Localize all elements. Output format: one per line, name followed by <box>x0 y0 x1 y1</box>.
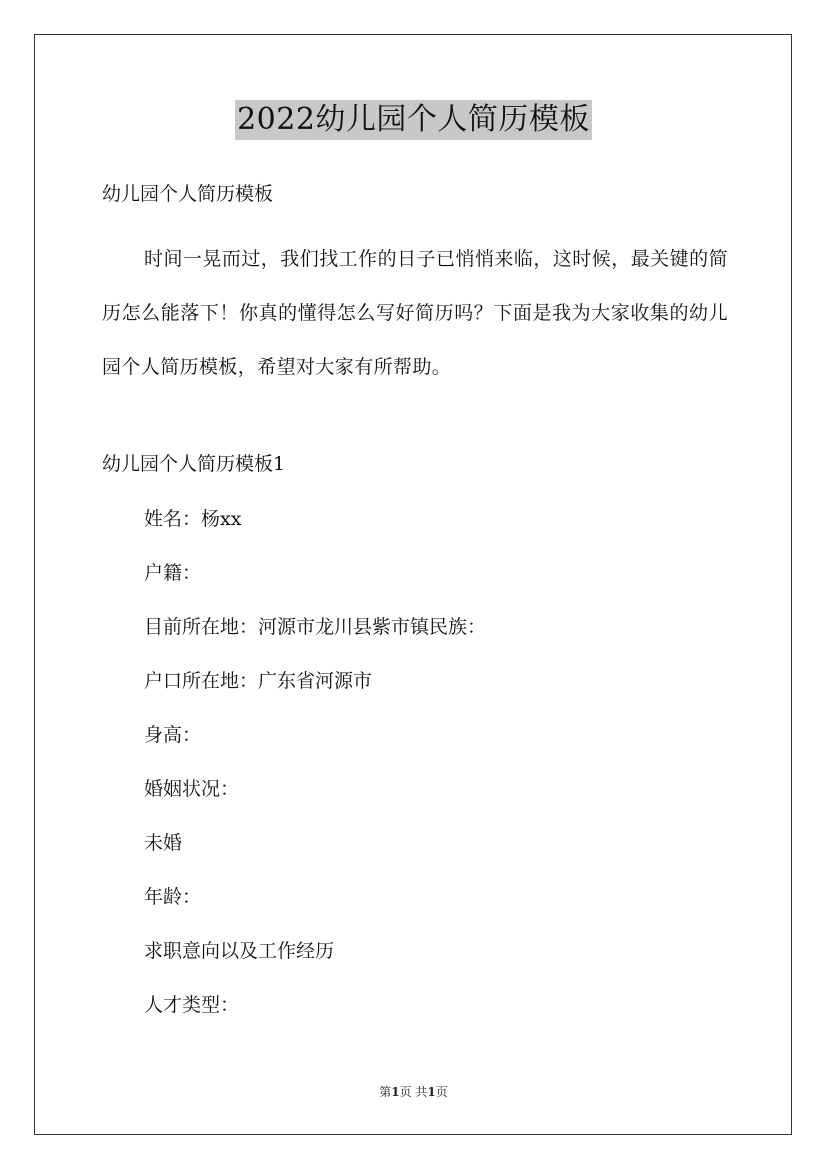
page-footer <box>0 1084 827 1100</box>
template-heading: 幼儿园个人简历模板1 <box>102 453 286 475</box>
field-age: 年龄： <box>144 886 202 908</box>
field-height: 身高： <box>144 724 202 746</box>
footer-prefix: 第 <box>379 1085 392 1099</box>
field-household-registration: 户籍： <box>144 562 202 584</box>
section-heading: 幼儿园个人简历模板 <box>102 183 274 205</box>
footer-page-number: 1 <box>391 1085 400 1099</box>
footer-suffix: 页 <box>435 1085 448 1099</box>
intro-paragraph: 时间一晃而过，我们找工作的日子已悄悄来临，这时候，最关键的简历怎么能落下！你真的懂得怎么写好简历吗？下面是我为大家收集的幼儿园个人简历模板，希望对大家有所帮助。 <box>102 248 728 378</box>
title-container <box>0 100 827 140</box>
field-marital-status: 婚姻状况： <box>144 778 240 800</box>
field-hukou-location: 户口所在地：广东省河源市 <box>144 670 373 692</box>
field-talent-type: 人才类型： <box>144 994 240 1016</box>
footer-middle: 页 共 <box>399 1085 428 1099</box>
field-current-location: 目前所在地：河源市龙川县紫市镇民族： <box>144 616 487 638</box>
document-title: 2022幼儿园个人简历模板 <box>235 100 592 140</box>
field-marital-value: 未婚 <box>144 832 183 854</box>
field-name: 姓名：杨xx <box>144 508 242 530</box>
field-job-intention: 求职意向以及工作经历 <box>144 940 335 962</box>
footer-page-total: 1 <box>427 1085 436 1099</box>
